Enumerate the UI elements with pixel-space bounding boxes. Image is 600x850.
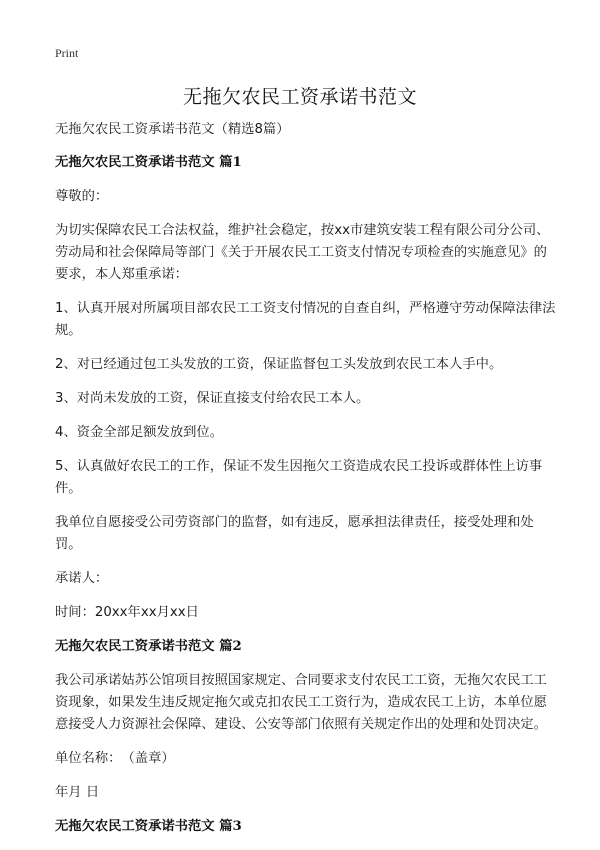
commitment-item-3: 3、对尚未发放的工资，保证直接支付给农民工本人。 (55, 391, 370, 406)
date-line: 年月 日 (55, 785, 100, 800)
unit-name-line: 单位名称： （盖章） (55, 751, 175, 766)
commitment-item-1: 1、认真开展对所属项目部农民工工资支付情况的自查自纠，严格遵守劳动保障法律法规。 (55, 301, 556, 338)
document-body (55, 119, 560, 850)
section-heading-3: 无拖欠农民工资承诺书范文 篇3 (55, 819, 242, 834)
section-heading-1: 无拖欠农民工资承诺书范文 篇1 (55, 155, 242, 170)
commitment-item-2: 2、对已经通过包工头发放的工资，保证监督包工头发放到农民工本人手中。 (55, 357, 503, 372)
intro-paragraph: 为切实保障农民工合法权益，维护社会稳定，按xx市建筑安装工程有限公司分公司、劳动局和社会保障局等部门《关于开展农民工工资支付情况专项检查的实施意见》的要求，本人郑重承诺： (55, 223, 550, 282)
signer-line: 承诺人： (55, 571, 109, 586)
print-label: Print (55, 46, 79, 60)
commitment-item-4: 4、资金全部足额发放到位。 (55, 425, 224, 440)
section-2-body: 我公司承诺姑苏公馆项目按照国家规定、合同要求支付农民工工资，无拖欠农民工工资现象，如果发生违反规定拖欠或克扣农民工工资行为，造成农民工上访，本单位愿意接受人力资源社会保障、建设、公安等部门依照有关规定作出的处理和处罚决定。 (55, 673, 547, 732)
salutation: 尊敬的： (55, 189, 109, 204)
commitment-item-5: 5、认真做好农民工的工作，保证不发生因拖欠工资造成农民工投诉或群体性上访事件。 (55, 459, 543, 496)
closing-paragraph: 我单位自愿接受公司劳资部门的监督，如有违反，愿承担法律责任，接受处理和处罚。 (55, 515, 534, 552)
document-subtitle: 无拖欠农民工资承诺书范文（精选8篇） (55, 122, 290, 137)
section-heading-2: 无拖欠农民工资承诺书范文 篇2 (55, 639, 242, 654)
document-title: 无拖欠农民工资承诺书范文 (182, 86, 417, 108)
time-line: 时间：20xx年xx月xx日 (55, 605, 199, 620)
